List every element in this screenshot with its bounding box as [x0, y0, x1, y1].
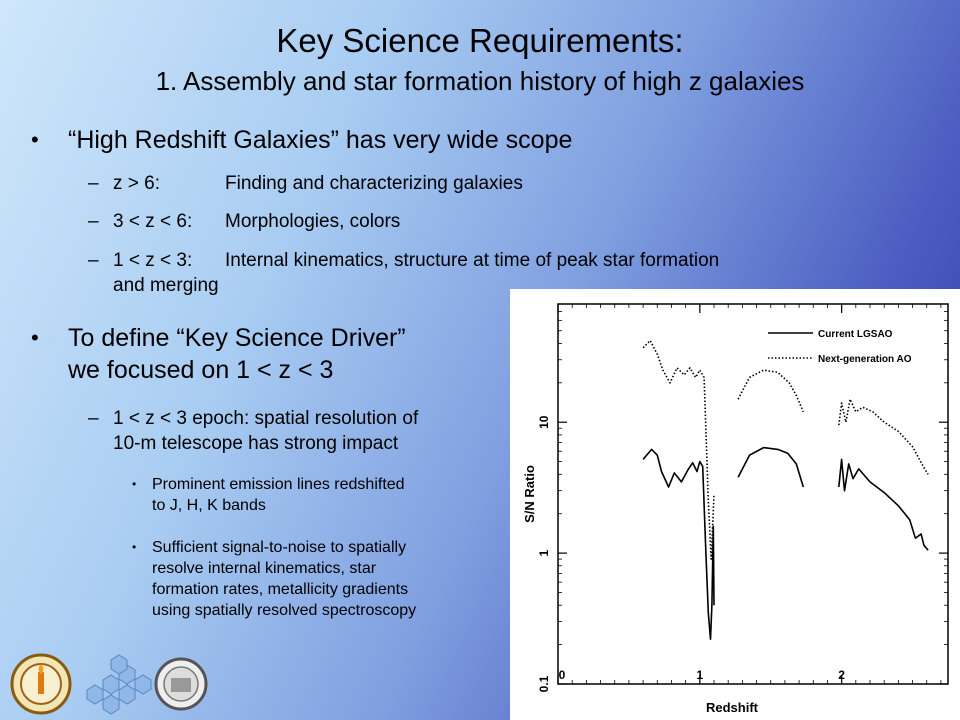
- slide-subtitle: 1. Assembly and star formation history of high z galaxies: [155, 66, 805, 96]
- sub-text-line1: Sufficient signal-to-noise to spatially: [152, 539, 407, 556]
- uc-seal-icon: [156, 659, 206, 709]
- slide-title: Key Science Requirements:: [276, 22, 684, 59]
- caltech-seal-icon: [12, 655, 70, 713]
- current-lgsao-curve-segment-3: [839, 459, 928, 550]
- dash-text-line1: 1 < z < 3 epoch: spatial resolution of: [113, 408, 419, 429]
- next-gen-ao-curve-segment-1: [643, 341, 714, 559]
- dash-marker: –: [88, 173, 99, 194]
- sn-ratio-vs-redshift-plot: [510, 289, 960, 720]
- bullet-marker: •: [31, 325, 39, 350]
- bullet-marker: •: [31, 127, 39, 152]
- row-text-continued: and merging: [113, 275, 219, 296]
- row-range: 3 < z < 6:: [113, 211, 193, 232]
- row-text: Internal kinematics, structure at time of peak star formation: [225, 250, 720, 271]
- dash-marker: –: [88, 211, 99, 232]
- sub-bullet-marker: •: [132, 540, 137, 554]
- row-range: 1 < z < 3:: [113, 250, 193, 271]
- dash-text-line2: 10-m telescope has strong impact: [113, 433, 399, 454]
- redshift-row-1: [88, 171, 523, 196]
- row-text: Finding and characterizing galaxies: [225, 173, 523, 194]
- sub-text-line1: Prominent emission lines redshifted: [152, 476, 405, 493]
- legend: [768, 329, 912, 365]
- current-lgsao-curve-segment-1: [643, 449, 714, 639]
- y-tick-label: 10: [537, 415, 551, 429]
- sub-text-line2: resolve internal kinematics, star: [152, 560, 377, 577]
- x-tick-label: 0: [558, 668, 566, 682]
- epoch-dash-item: [88, 406, 419, 456]
- bullet-text-line1: To define “Key Science Driver”: [68, 324, 406, 352]
- y-tick-label: 1: [537, 549, 551, 557]
- sub-text-line3: formation rates, metallicity gradients: [152, 581, 409, 598]
- redshift-row-2: [88, 209, 401, 234]
- dash-marker: –: [88, 250, 99, 271]
- legend-label-next-gen: Next-generation AO: [818, 354, 912, 365]
- bullet-high-redshift-galaxies: [31, 124, 573, 156]
- sub-text-line2: to J, H, K bands: [152, 497, 266, 514]
- current-lgsao-curve-segment-2: [738, 448, 803, 487]
- row-text: Morphologies, colors: [225, 211, 401, 232]
- y-axis-label: S/N Ratio: [522, 465, 537, 523]
- sub-text-line4: using spatially resolved spectroscopy: [152, 602, 417, 619]
- keck-mirror-icon: [87, 655, 151, 714]
- legend-label-current: Current LGSAO: [818, 329, 893, 340]
- y-tick-label: 0.1: [537, 675, 551, 693]
- x-tick-label: 1: [696, 668, 704, 682]
- next-gen-ao-curve-segment-3: [839, 399, 928, 474]
- sub-bullet-marker: •: [132, 477, 137, 491]
- x-tick-label: 2: [838, 668, 845, 682]
- x-axis-label: Redshift: [706, 700, 758, 715]
- row-range: z > 6:: [113, 173, 160, 194]
- bullet-text: “High Redshift Galaxies” has very wide scope: [68, 126, 573, 154]
- bullet-text-line2: we focused on 1 < z < 3: [68, 356, 334, 384]
- sub-bullet-emission-lines: [132, 474, 405, 516]
- sub-bullet-signal-to-noise: [132, 537, 417, 621]
- institution-logos: [8, 650, 208, 716]
- bullet-key-science-driver: [31, 322, 406, 386]
- next-gen-ao-curve-segment-2: [738, 370, 803, 412]
- dash-marker: –: [88, 408, 99, 429]
